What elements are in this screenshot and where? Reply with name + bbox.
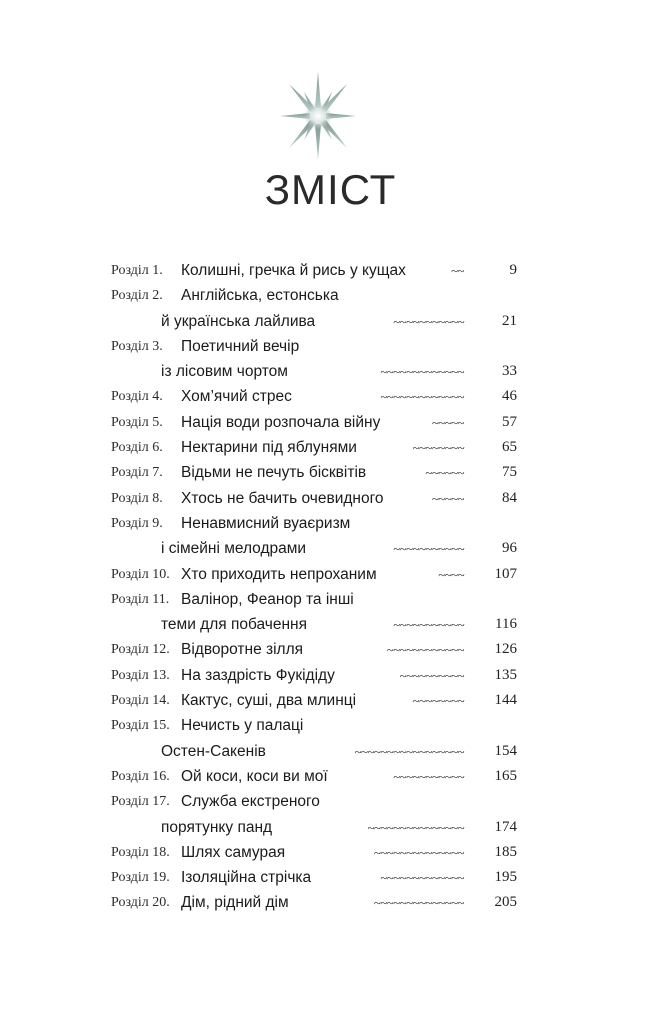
- chapter-label: Розділ 2.: [111, 288, 163, 304]
- toc-line: [0, 688, 661, 713]
- leader-tilde: ~~~~~~~~~~~~: [386, 642, 464, 658]
- chapter-label: Розділ 19.: [111, 870, 170, 886]
- leader-tilde: ~~~~~: [431, 490, 464, 506]
- leader-tilde: ~~~~~~~~~~~~~~~: [367, 819, 464, 835]
- toc-line: [0, 283, 661, 308]
- chapter-label: Розділ 13.: [111, 667, 170, 683]
- chapter-title: порятунку панд: [161, 818, 273, 836]
- toc-line: [0, 637, 661, 662]
- leader-tilde: ~~~~~~~~~~~~~~: [373, 844, 464, 860]
- page-number: 144: [494, 692, 517, 709]
- chapter-label: Розділ 1.: [111, 263, 163, 278]
- toc-line: [0, 739, 661, 764]
- toc-line: [0, 865, 661, 890]
- chapter-title: Шлях самурая: [181, 843, 286, 861]
- leader-tilde: ~~~~~~~~~~~~~: [380, 870, 464, 886]
- page-number: 135: [494, 666, 517, 683]
- toc-line: [0, 663, 661, 688]
- chapter-label: Розділ 20.: [111, 895, 170, 911]
- chapter-title: Кактус, суші, два млинці: [181, 692, 357, 710]
- chapter-label: Розділ 18.: [111, 844, 170, 860]
- chapter-title: Нечисть у палаці: [181, 717, 304, 735]
- chapter-title: Ненавмисний вуаєризм: [181, 514, 351, 532]
- toc-line: [0, 562, 661, 587]
- page-number: 57: [502, 413, 517, 430]
- leader-tilde: ~~~~~~: [425, 465, 464, 481]
- chapter-title: Хто приходить непроханим: [181, 565, 377, 583]
- chapter-label: Розділ 16.: [111, 768, 170, 784]
- chapter-title: Ізоляційна стрічка: [181, 869, 312, 887]
- toc-line: [0, 486, 661, 511]
- chapter-label: Розділ 12.: [111, 642, 170, 658]
- leader-tilde: ~~~~~~~~: [412, 693, 464, 709]
- chapter-title: Служба екстреного: [181, 793, 320, 811]
- toc-line: [0, 890, 661, 915]
- leader-tilde: ~~~~~~~~: [412, 440, 464, 456]
- toc-line: [0, 309, 661, 334]
- chapter-title: Англійська, естонська: [181, 287, 339, 305]
- chapter-label: Розділ 7.: [111, 465, 163, 481]
- leader-tilde: ~~~~~: [431, 414, 464, 430]
- chapter-label: Розділ 5.: [111, 414, 163, 430]
- leader-tilde: ~~~~~~~~~~~~~~~~~: [354, 743, 464, 759]
- page-number: 9: [509, 262, 517, 278]
- toc-line: [0, 410, 661, 435]
- page-number: 96: [502, 540, 517, 557]
- leader-tilde: ~~~~~~~~~~~: [393, 617, 464, 633]
- toc-line: [0, 713, 661, 738]
- chapter-title: теми для побачення: [161, 616, 307, 634]
- page-number: 116: [495, 616, 517, 633]
- chapter-label: Розділ 8.: [111, 490, 163, 506]
- chapter-label: Розділ 6.: [111, 440, 163, 456]
- table-of-contents: [0, 258, 661, 916]
- page-number: 174: [494, 818, 517, 835]
- chapter-title: Валінор, Феанор та інші: [181, 590, 354, 608]
- leader-tilde: ~~~~~~~~~~~: [393, 313, 464, 329]
- chapter-title: Нація води розпочала війну: [181, 413, 381, 431]
- page-title: ЗМІСТ: [264, 166, 397, 213]
- chapter-title: Колишні, гречка й рись у кущах: [181, 262, 406, 279]
- page-number: 84: [502, 489, 517, 506]
- chapter-label: Розділ 11.: [111, 591, 170, 607]
- chapter-title: із лісовим чортом: [161, 363, 288, 381]
- toc-line: [0, 612, 661, 637]
- page-number: 65: [502, 439, 517, 456]
- toc-line: [0, 764, 661, 789]
- chapter-title: Відворотне зілля: [181, 641, 304, 659]
- toc-line: [0, 815, 661, 840]
- toc-line: [0, 536, 661, 561]
- chapter-title: На заздрість Фукідіду: [181, 666, 335, 684]
- leader-tilde: ~~~~: [438, 566, 464, 582]
- toc-line: [0, 460, 661, 485]
- chapter-title: Відьми не печуть бісквітів: [181, 464, 367, 482]
- chapter-label: Розділ 10.: [111, 566, 170, 582]
- chapter-title: Ой коси, коси ви мої: [181, 767, 328, 785]
- toc-line: [0, 511, 661, 536]
- toc-line: [0, 258, 661, 283]
- chapter-title: Хом’ячий стрес: [181, 388, 292, 406]
- leader-tilde: ~~~~~~~~~~~~~: [380, 389, 464, 405]
- chapter-label: Розділ 3.: [111, 338, 163, 354]
- leader-tilde: ~~~~~~~~~~~~~~: [373, 895, 464, 911]
- toc-line: [0, 359, 661, 384]
- leader-tilde: ~~~~~~~~~~~~~: [380, 364, 464, 380]
- chapter-title: Поетичний вечір: [181, 337, 300, 355]
- page-number: 75: [502, 464, 517, 481]
- leader-tilde: ~~~~~~~~~~~: [393, 541, 464, 557]
- chapter-label: Розділ 4.: [111, 389, 163, 405]
- leader-tilde: ~~: [451, 263, 464, 278]
- page-number: 107: [494, 565, 517, 582]
- toc-line: [0, 384, 661, 409]
- chapter-label: Розділ 15.: [111, 718, 170, 734]
- toc-line: [0, 587, 661, 612]
- leader-tilde: ~~~~~~~~~~~: [393, 768, 464, 784]
- star-icon: [278, 70, 358, 162]
- toc-line: [0, 840, 661, 865]
- chapter-label: Розділ 9.: [111, 515, 163, 531]
- page-number: 154: [494, 742, 517, 759]
- page-number: 185: [494, 843, 517, 860]
- chapter-label: Розділ 14.: [111, 693, 170, 709]
- page-number: 165: [494, 767, 517, 784]
- toc-line: [0, 334, 661, 359]
- toc-line: [0, 789, 661, 814]
- chapter-label: Розділ 17.: [111, 794, 170, 810]
- chapter-title: Дім, рідний дім: [181, 894, 289, 912]
- chapter-title: й українська лайлива: [161, 312, 316, 330]
- page-number: 21: [502, 312, 517, 329]
- chapter-title: і сімейні мелодрами: [161, 540, 307, 558]
- chapter-title: Нектарини під яблунями: [181, 439, 357, 457]
- page-number: 46: [502, 388, 517, 405]
- leader-tilde: ~~~~~~~~~~: [399, 667, 464, 683]
- page-number: 126: [494, 641, 517, 658]
- page-number: 195: [494, 869, 517, 886]
- toc-line: [0, 435, 661, 460]
- page-number: 205: [494, 894, 517, 911]
- chapter-title: Остен-Сакенів: [161, 742, 266, 760]
- chapter-title: Хтось не бачить очевидного: [181, 489, 384, 507]
- page-number: 33: [502, 363, 517, 380]
